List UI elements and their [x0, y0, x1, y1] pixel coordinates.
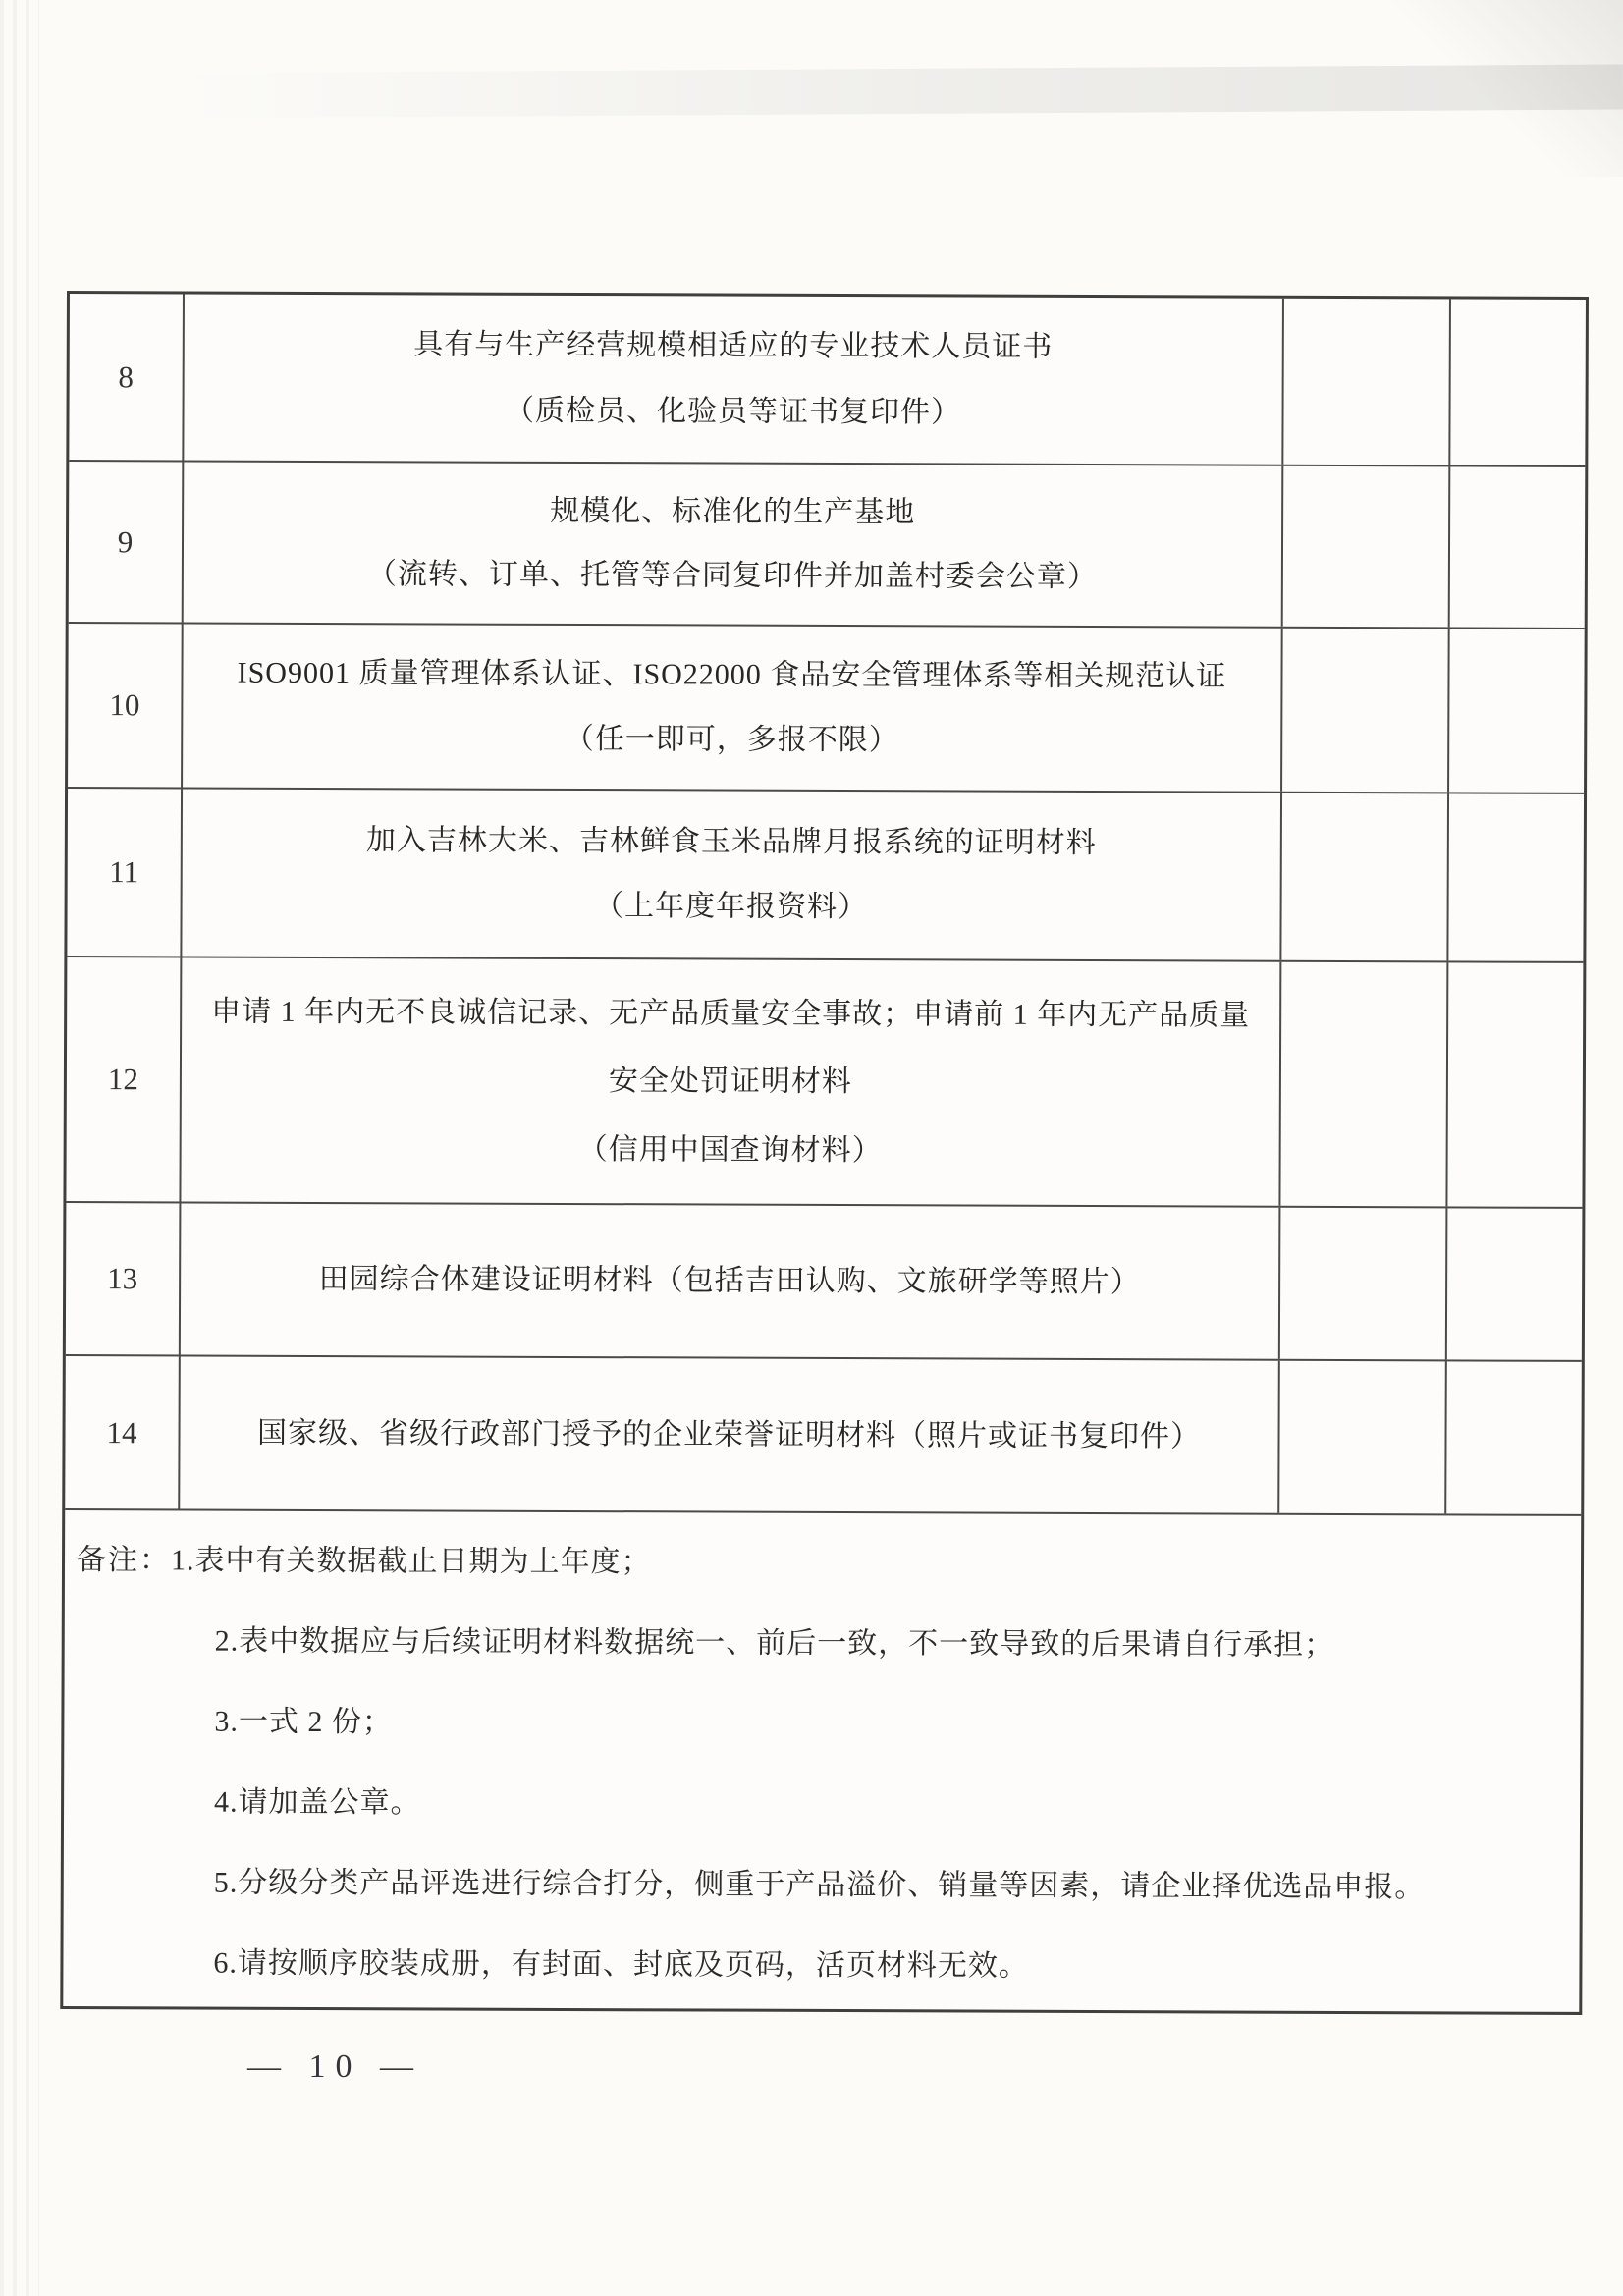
note-item: 4.请加盖公章。 — [214, 1785, 421, 1820]
note-item: 5.分级分类产品评选进行综合打分，侧重于产品溢价、销量等因素，请企业择优选品申报。 — [213, 1866, 1426, 1904]
scan-artifact-corner — [1368, 0, 1623, 177]
requirement-note: （上年度年报资料） — [594, 890, 869, 924]
row-number: 8 — [69, 294, 185, 460]
note-item: 3.一式 2 份； — [214, 1705, 393, 1739]
row-content — [184, 294, 1284, 464]
row-number: 10 — [68, 624, 184, 787]
note-item-text: 1.表中有关数据截止日期为上年度； — [170, 1544, 652, 1579]
requirement-note: （质检员、化验员等证书复印件） — [504, 394, 962, 429]
row-content — [184, 462, 1284, 626]
notes-label: 备注： — [76, 1544, 172, 1577]
requirement-text: 规模化、标准化的生产基地 — [550, 495, 916, 529]
requirement-text: 安全处罚证明材料 — [608, 1065, 852, 1099]
empty-cell — [1279, 1361, 1447, 1514]
table-row — [65, 1356, 1582, 1516]
note-item — [77, 1540, 1555, 1587]
requirement-text: 加入吉林大米、吉林鲜食玉米品牌月报系统的证明材料 — [365, 823, 1097, 859]
scan-artifact-left — [0, 0, 39, 2296]
empty-cell — [1446, 1361, 1582, 1514]
requirement-text: 具有与生产经营规模相适应的专业技术人员证书 — [413, 328, 1054, 364]
table-row — [67, 789, 1584, 963]
note-item: 6.请按顺序胶装成册，有封面、封底及页码，活页材料无效。 — [213, 1946, 1030, 1983]
row-content — [181, 957, 1281, 1205]
requirement-text: ISO9001 质量管理体系认证、ISO22000 食品安全管理体系等相关规范认证 — [237, 656, 1227, 693]
requirement-text: 田园综合体建设证明材料（包括吉田认购、文旅研学等照片） — [318, 1262, 1141, 1299]
row-content — [182, 789, 1282, 959]
empty-cell — [1281, 793, 1449, 961]
requirements-table — [60, 291, 1589, 2015]
row-number: 14 — [65, 1356, 181, 1508]
row-content — [180, 1356, 1280, 1512]
notes-section — [63, 1510, 1581, 2012]
empty-cell — [1280, 1208, 1448, 1360]
empty-cell — [1449, 629, 1585, 793]
table-row — [66, 957, 1583, 1209]
requirement-note: （流转、订单、托管等合同复印件并加盖村委会公章） — [366, 557, 1098, 593]
empty-cell — [1450, 299, 1586, 465]
empty-cell — [1283, 466, 1451, 628]
empty-cell — [1280, 962, 1448, 1207]
empty-cell — [1450, 466, 1586, 628]
requirement-note: （信用中国查询材料） — [577, 1132, 883, 1167]
row-number: 11 — [67, 789, 183, 956]
row-number: 13 — [66, 1203, 182, 1354]
empty-cell — [1447, 962, 1583, 1207]
empty-cell — [1282, 629, 1450, 793]
empty-cell — [1448, 793, 1584, 961]
note-item: 2.表中数据应与后续证明材料数据统一、前后一致，不一致导致的后果请自行承担； — [214, 1624, 1335, 1662]
page-number: — 10 — — [247, 2049, 423, 2085]
empty-cell — [1447, 1208, 1583, 1360]
empty-cell — [1283, 299, 1451, 465]
table-row — [68, 624, 1585, 794]
table-row — [69, 294, 1586, 467]
requirement-text: 国家级、省级行政部门授予的企业荣誉证明材料（照片或证书复印件） — [256, 1416, 1202, 1452]
row-number: 9 — [69, 462, 185, 622]
row-content — [181, 1203, 1281, 1358]
row-content — [183, 624, 1283, 791]
table-row — [69, 462, 1586, 629]
row-number: 12 — [66, 957, 182, 1201]
table-row — [66, 1203, 1583, 1362]
requirement-text: 申请 1 年内无不良诚信记录、无产品质量安全事故；申请前 1 年内无产品质量 — [211, 995, 1251, 1032]
requirement-note: （任一即可，多报不限） — [564, 722, 899, 756]
